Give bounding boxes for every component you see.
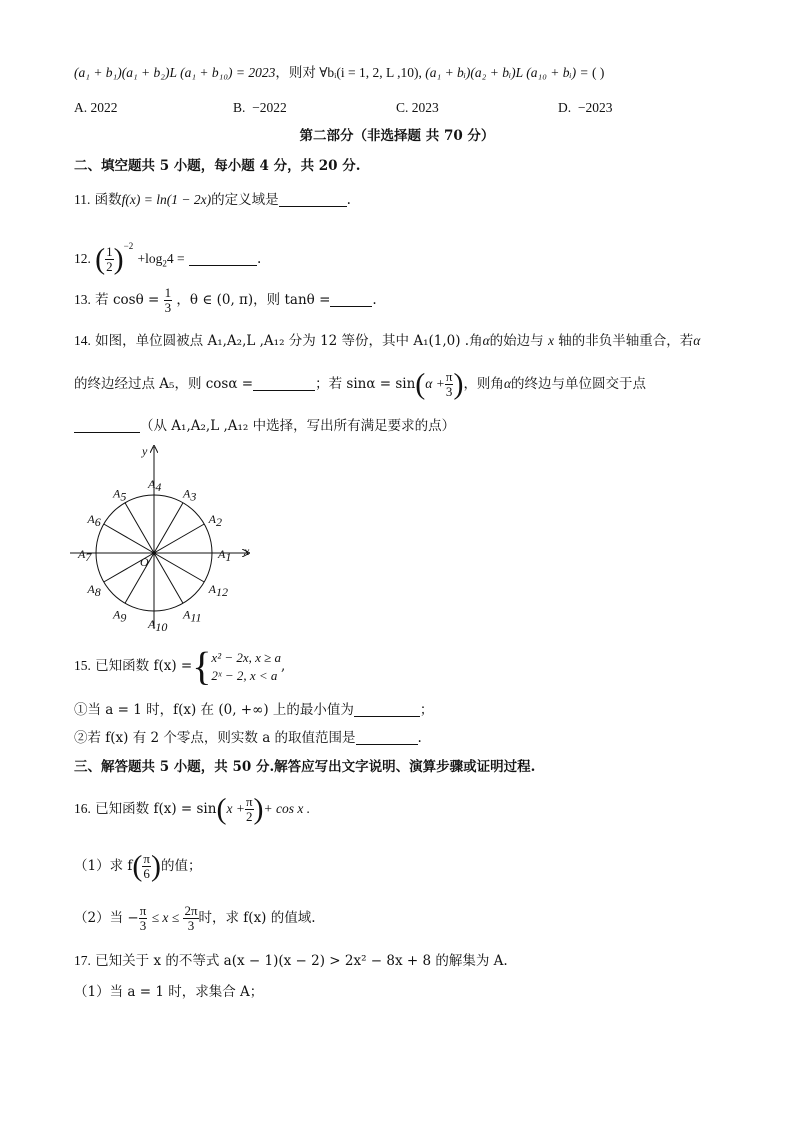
choice-c: C. 2023 (396, 100, 439, 115)
question-16: 16. 已知函数 f(x) = sin(x + $\frac{\pi}{2}$ )+ cos x . (74, 792, 311, 826)
q10-ask-prefix: ，则对 ∀bᵢ(i = 1, 2, L ,10), (275, 65, 426, 80)
answer-blank (253, 376, 315, 391)
question-14-line1: 14. 如图，单位圆被点 A₁,A₂,L ,A₁₂ 分为 12 等份，其中 A₁(1,0) .角α的始边与 x 轴的非负半轴重合，若α (74, 333, 701, 349)
answer-blank (330, 292, 372, 307)
q10-answer-paren: ( ) (591, 65, 605, 80)
section3-title: 三、解答题共 5 小题，共 50 分.解答应写出文字说明、演算步骤或证明过程. (74, 759, 536, 775)
point-label-a8: A8 (87, 582, 101, 599)
choice-b: B. −2022 (233, 100, 287, 115)
point-label-a4: A4 (148, 477, 162, 494)
point-label-a3: A3 (183, 486, 197, 504)
axis-y-label: y (142, 444, 148, 458)
answer-blank (279, 192, 347, 207)
point-label-a6: A6 (87, 512, 101, 529)
point-label-a2: A2 (208, 512, 222, 529)
answer-blank (354, 702, 420, 717)
question-14-line2: 的终边经过点 A₅，则 cosα = ；若 sinα = sin(α + $\frac{\pi}{3}$ )，则角α的终边与单位圆交于点 (74, 367, 647, 401)
point-label-a7: A7 (78, 547, 92, 564)
question-12: 12. ( $\frac{1}{2}$ )$^{-2} +\log_24$ = . (74, 241, 262, 276)
choice-a: A. 2022 (74, 100, 118, 115)
section2-title: 二、填空题共 5 小题，每小题 4 分，共 20 分. (74, 158, 361, 174)
choice-d: D. −2023 (558, 100, 613, 115)
question-16-part1: （1）求 f( $\frac{\pi}{6}$ )的值； (74, 849, 202, 883)
q10-condition: (a₁ + b₁)(a₁ + b₂)L (a₁ + b₁₀) = 2023 (74, 65, 276, 80)
point-label-a5: A5 (113, 486, 127, 504)
point-label-a11: A11 (183, 607, 202, 625)
question-14-line3: （从 A₁,A₂,L ,A₁₂ 中选择，写出所有满足要求的点） (74, 416, 455, 436)
question-13: 13. 若 cosθ = $\frac{1}{3}$ ，θ ∈ (0, π)，则 tanθ = . (74, 285, 377, 315)
origin-label: O (140, 555, 149, 569)
question-15: 15. 已知函数 f(x) ={ x² − 2x, x ≥ a 2ˣ − 2, x < a , (74, 643, 286, 689)
q11-expr: f(x) = ln(1 − 2x) (121, 192, 212, 207)
question-15-part1: ①当 a = 1 时，f(x) 在 (0, +∞) 上的最小值为 ； (74, 702, 434, 718)
answer-blank (74, 418, 140, 433)
point-label-a10: A10 (148, 617, 168, 633)
answer-blank (189, 251, 257, 266)
q10-stem (74, 63, 604, 83)
point-label-a9: A9 (113, 607, 127, 625)
axis-x-label: x (244, 544, 250, 558)
unit-circle-figure (70, 443, 260, 633)
point-label-a1: A1 (218, 547, 232, 564)
question-11: 11. 函数f(x) = ln(1 − 2x)的定义域是 . (74, 192, 351, 208)
answer-blank (356, 730, 418, 745)
part2-title: 第二部分（非选择题 共 70 分） (299, 128, 495, 144)
question-15-part2: ②若 f(x) 有 2 个零点，则实数 a 的取值范围是 . (74, 730, 422, 746)
question-17-part1: （1）当 a = 1 时，求集合 A； (74, 984, 264, 1000)
q10-ask-expr: (a₁ + bᵢ)(a₂ + bᵢ)L (a₁₀ + bᵢ) = (425, 65, 589, 80)
point-label-a12: A12 (208, 582, 228, 599)
division-lines (96, 495, 212, 611)
question-16-part2: （2）当 − $\frac{\pi}{3}$ ≤ x ≤ $\frac{2\pi}{3}$ 时，求 f(x) 的值域. (74, 903, 316, 933)
question-17: 17. 已知关于 x 的不等式 a(x − 1)(x − 2) > 2x² − 8x + 8 的解集为 A. (74, 953, 508, 969)
